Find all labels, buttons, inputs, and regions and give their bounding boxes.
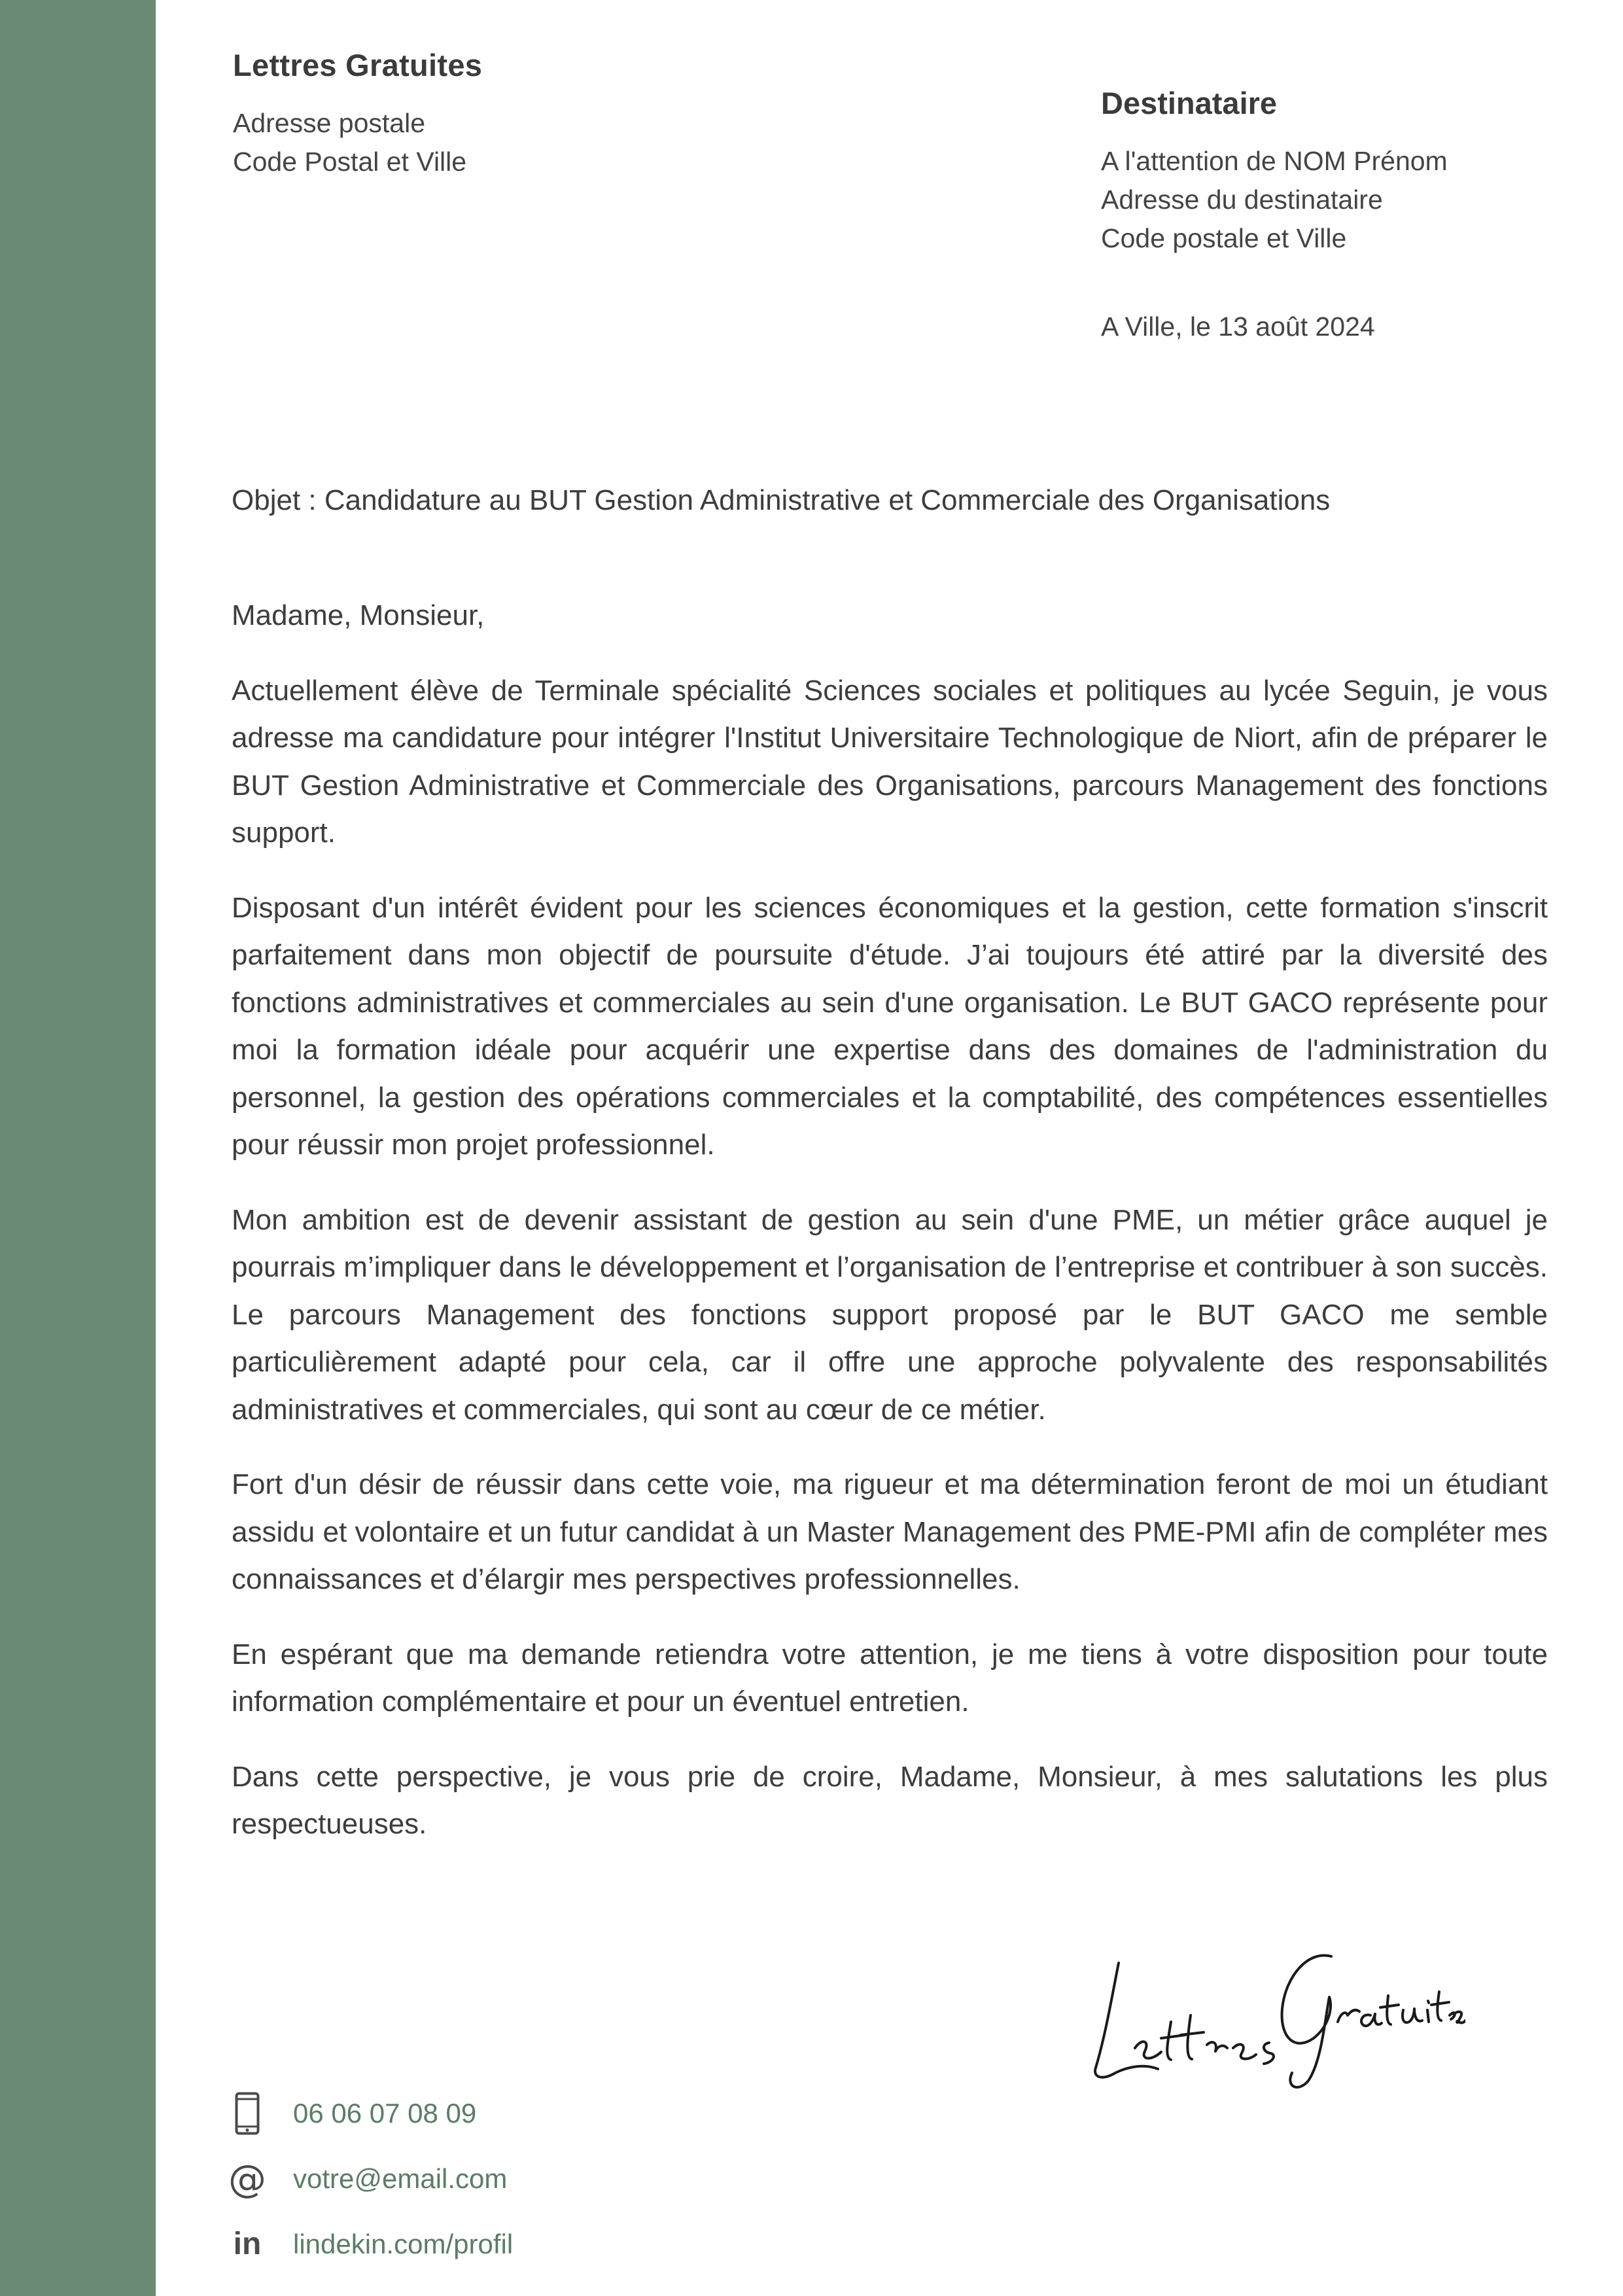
- body-paragraph: Actuellement élève de Terminale spécialité Sciences sociales et politiques au lycée Seguin, je vous adresse ma candidature pour intégrer l'Institut Universitaire Technologique de Niort, afin de préparer le BUT Gestion Administrative et Commerciale des Organisations, parcours Management des fonctions support.: [232, 674, 1548, 849]
- recipient-line: Code postale et Ville: [1101, 223, 1347, 253]
- sender-block: [233, 47, 482, 181]
- handwritten-signature: [1073, 1924, 1465, 2094]
- contact-linkedin: [229, 2212, 513, 2277]
- recipient-line: A l'attention de NOM Prénom: [1101, 146, 1448, 176]
- salutation: Madame, Monsieur,: [232, 599, 485, 631]
- sender-address-line: Adresse postale: [233, 108, 426, 138]
- sender-address-line: Code Postal et Ville: [233, 147, 467, 177]
- recipient-title: Destinataire: [1101, 86, 1278, 120]
- at-icon: @: [228, 2157, 266, 2201]
- contact-email: [229, 2146, 513, 2212]
- letter-subject: Objet : Candidature au BUT Gestion Administrative et Commerciale des Organisations: [232, 484, 1331, 516]
- recipient-block: [1101, 85, 1448, 258]
- body-paragraph: Disposant d'un intérêt évident pour les sciences économiques et la gestion, cette formation s'inscrit parfaitement dans mon objectif de poursuite d'étude. J’ai toujours été attiré par la diversité des fonctions administratives et commerciales au sein d'une organisation. Le BUT GACO représente pour moi la formation idéale pour acquérir une expertise dans des domaines de l'administration du personnel, la gestion des opérations commerciales et la comptabilité, des compétences essentielles pour réussir mon projet professionnel.: [232, 891, 1548, 1161]
- body-paragraph: Mon ambition est de devenir assistant de gestion au sein d'une PME, un métier grâce auquel je pourrais m’impliquer dans le développement et l’organisation de l’entreprise et contribuer à son succès. Le parcours Management des fonctions support proposé par le BUT GACO me semble particulièrement adapté pour cela, car il offre une approche polyvalente des responsabilités administratives et commerciales, qui sont au cœur de ce métier.: [232, 1203, 1548, 1426]
- phone-icon: [229, 2091, 266, 2136]
- body-paragraph: En espérant que ma demande retiendra votre attention, je me tiens à votre disposition pour toute information complémentaire et pour un éventuel entretien.: [232, 1638, 1548, 1718]
- linkedin-icon: in: [233, 2227, 262, 2261]
- body-paragraph: Dans cette perspective, je vous prie de croire, Madame, Monsieur, à mes salutations les plus respectueuses.: [232, 1760, 1548, 1840]
- recipient-line: Adresse du destinataire: [1101, 185, 1383, 215]
- letter-date: A Ville, le 13 août 2024: [1101, 311, 1375, 342]
- email-address[interactable]: votre@email.com: [293, 2163, 508, 2194]
- body-paragraph: Fort d'un désir de réussir dans cette voie, ma rigueur et ma détermination feront de moi un étudiant assidu et volontaire et un futur candidat à un Master Management des PME-PMI afin de compléter mes connaissances et d’élargir mes perspectives professionnelles.: [232, 1468, 1548, 1595]
- phone-number[interactable]: 06 06 07 08 09: [293, 2098, 477, 2128]
- letter-body: [232, 592, 1548, 1876]
- contact-list: [229, 2081, 513, 2277]
- linkedin-url[interactable]: lindekin.com/profil: [293, 2229, 514, 2259]
- sidebar-band: [0, 0, 156, 2296]
- sender-name: Lettres Gratuites: [233, 48, 483, 82]
- contact-phone: [229, 2081, 513, 2146]
